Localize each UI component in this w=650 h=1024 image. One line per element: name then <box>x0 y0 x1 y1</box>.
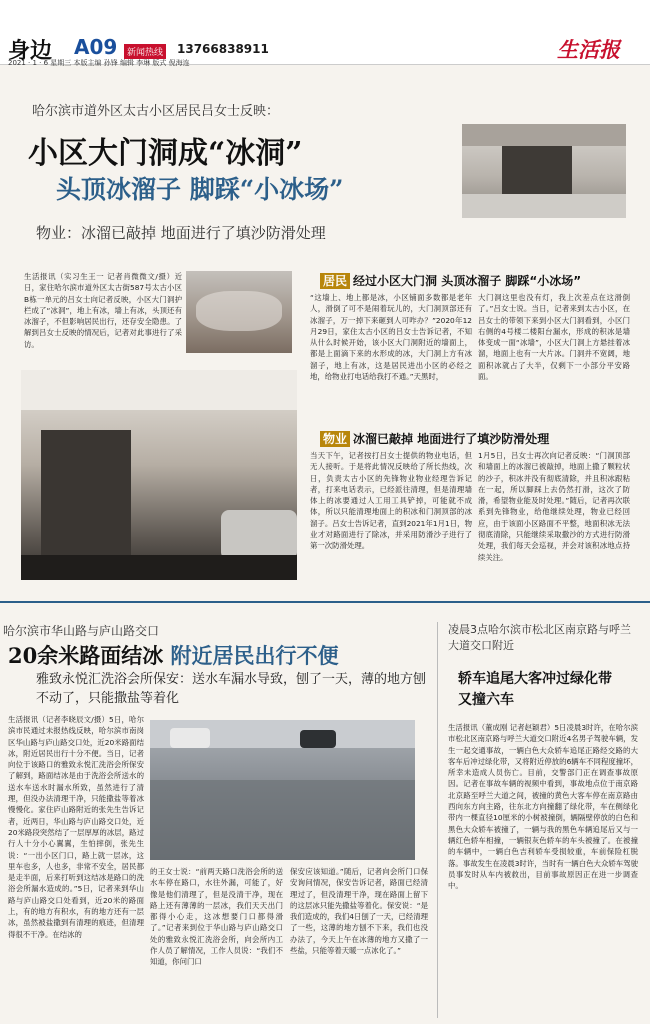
hotline-number: 13766838911 <box>177 42 269 56</box>
story3-kicker: 凌晨3点哈尔滨市松北区南京路与呼兰大道交口附近 <box>448 623 631 652</box>
story3-headline: 轿车追尾大客冲过绿化带又撞六车 <box>458 671 612 708</box>
masthead <box>0 0 650 65</box>
story1-deck: 物业：冰溜已敲掉 地面进行了填沙防滑处理 <box>36 224 326 242</box>
story1-subhead-residents: 居民 经过小区大门洞 头顶冰溜子 脚踩“小冰场” <box>320 272 581 289</box>
issue-line: 2021 · 1 · 6 星期三 本版主编 孙锋 编辑 李琳 版式 倪海连 <box>8 59 190 67</box>
story1-sub2-col2: 1月5日，吕女士再次向记者反映：“门洞顶部和墙面上的冰溜已被敲掉，地面上撒了颗粒状的沙子，积冰并没有彻底清除，并且积冰跟粘在一起，所以脚踩上去仍然打滑，这次了防滑，希望物业能及时处理。”随后，记者再次联系到先锋物业，给他继续处理，物业已经回应，由于该面小区路面不平整，地面积冰无法彻底清除，只能继续采取撒沙的方式进行防滑处理，我们每天会巡视，并会对该积冰地点持续关注。 <box>478 451 630 562</box>
photo-frozen-road <box>150 720 415 860</box>
page-code: A09 <box>74 35 118 59</box>
story1-sub1-col2: 大门洞这里也没有灯，我上次差点在这滑倒了。”吕女士说。当日，记者来到太古小区，在吕女士的带领下来到小区大门洞看到，小区门右侧的4号楼二楼阳台漏水，形成的积冰是墙体变成一面“冰墙”，小区大门洞上方悬挂着冰溜，地面上也有一大片冰。门洞并不宽阔，地面积冰就占了大半，仅剩下一小部分平安路面。 <box>478 293 630 382</box>
story1-subheadline: 头顶冰溜子 脚踩“小冰场” <box>56 175 344 204</box>
paper-logo: 生活报 <box>557 37 620 62</box>
story2-col1: 生活报讯（记者李晓辰文/摄）5日，哈尔滨市民通过未报热线反映，哈尔滨市南岗区华山路与庐山路交口处，近20米路面结冰，附近居民出行十分不便。当日，记者向位于该路口的雅致永悦汇洗浴会所保安了解到，路面结冰是由于洗浴会所送水的送水车送水时漏水所致，虽然进行了清理，但没办法清理干净，只能撒盐等着冰慢慢化。家住庐山路附近的张先生告诉记者，近两日，华山路与庐山路交口处，近20米路段突然结了一层厚厚的冰层，路过行人十分小心翼翼，生怕摔倒，张先生说：“一出小区门口，路上就一层冰，这里车也多，人也多，非常不安全，居民都是走半面，后来打听到这结冰是路口的洗浴会所漏水造成的。”5日，记者来到华山路与庐山路交口处看到，近20米的路面上，有的地方有积水，有的地方还有一层冰，虽然被盐撒到有清理的痕迹，但清理得很不干净。在结冰的 <box>8 715 144 939</box>
story1-kicker: 哈尔滨市道外区太古小区居民吕女士反映： <box>32 104 280 119</box>
photo-ice-closeup <box>186 271 292 353</box>
section-name: 身边 <box>8 38 53 64</box>
story3-body: 生活报讯（董成刚 记者赵颖君）5日凌晨3时许，在哈尔滨市松北区南京路与呼兰大道交口附近4名男子驾驶车辆，发生一起交通事故，一辆白色大众轿车追尾正路经交路的大客车后冲过绿化带，又将附近停放的6辆车不同程度撞坏，所幸未造成人员伤亡。目前，交警部门正在调查事故原因。记者在事故车辆的视频中看到，事故地点位于南京路北京路至呼兰大道之间，被撞的黄色大客车停在南京路由西向东方向主路，往东北方向撞翻了绿化带，车在侧绿化带内一棵直径10厘米的小树被撞倒，辆隔壁停放的白色和黑色大众轿车被撞了，一辆与我的黑色车辆追尾后又与一辆红色轿车相撞，一辆银灰色轿车的车头被撞了。在被撞的车辆中，一辆白色吉利轿车受损较重，车前保险杠脱落。事故发生在凌晨3时许，当时有一辆白色大众轿车驾驶员事发时从车内被救出，目前事故原因正在进一步调查中。 <box>448 723 638 891</box>
section-divider <box>0 601 650 603</box>
story1-headline: 小区大门洞成“冰洞” <box>28 136 303 171</box>
story2-deck: 雅致永悦汇洗浴会所保安：送水车漏水导致，刨了一天，薄的地方刨不动了，只能撒盐等着化 <box>36 672 427 706</box>
story2-headline: 20余米路面结冰 附近居民出行不便 <box>8 643 339 668</box>
story1-lead: 生活报讯（实习生王一 记者肖微微文/摄）近日，家住哈尔滨市道外区太古街587号太古小区B栋一单元的吕女士向记者反映，小区大门洞护栏成了“冰洞”，地上有冰，墙上有冰，头顶还有冰溜子，不但影响居民出行，还存安全隐患。了解到吕女士反映的情况后，记者对此事进行了采访。 <box>24 272 182 349</box>
story1-sub1-col1: “这墙上、地上都是冰，小区铺面多数都是老年人，滑倒了可不是闹着玩儿的，大门洞顶部还有冰溜子，万一掉下来砸到人可咋办？”2020年12月29日，家住太古小区的吕女士告诉记者，不知从什么时候开始，该小区大门洞附近的墙面上，都是上面滴下来的水形成的冰，大门洞上方有冰溜子，地上有冰，这是居民进出小区的必经之地，给物业打电话给我打不通。”天黑时， <box>310 293 472 382</box>
story2-kicker: 哈尔滨市华山路与庐山路交口 <box>3 624 160 638</box>
story2-col2: 的王女士说：“前两天路口洗浴会所的送水车停在路口，水往外漏，可能了，好像是他们清理了，但是没清干净，现在路上还有薄薄的一层冰，我们天天出门都得小心走，这冰想要门口都得滑了。”记者来到位于华山路与庐山路交口处的雅致永悦汇洗浴会所，向会所内工作人员了解情况，工作人员说：“我们不知道，你问门口 <box>150 867 283 967</box>
photo-frozen-gate-top <box>462 124 626 218</box>
story1-subhead-property: 物业 冰溜已敲掉 地面进行了填沙防滑处理 <box>320 430 549 447</box>
hotline-label: 新闻热线 <box>124 44 166 59</box>
story2-col3: 保安应该知道。”随后，记者向会所门口保安询问情况，保安告诉记者，路面已经清理过了，但没清理干净，现在路面上留下的这层冰只能先撒盐等着化。保安说：“是我们造成的，我们4日刨了一天，已经清理了一些，这薄的地方刨不下来，我们也没办法了，今天上午在冰薄的地方又撒了一些盐，只能等着天暖一点冰化了。” <box>290 867 428 956</box>
column-divider <box>437 622 438 1018</box>
photo-ice-gateway <box>21 370 297 580</box>
story1-sub2-col1: 当天下午，记者按打吕女士提供的物业电话，但无人接听。于是将此情况反映给了所长热线，次日，负责太古小区的先锋物业物业经理告诉记者，打来电话表示，已经派往清理，但是清理墙体上的冰要通过人工用工具铲掉，可能就不成体，所以只能清理地面上的积冰和门洞顶部的冰溜子。吕女士告诉记者，直到2021年1月1日，物业才对路面进行了除冰，并采用防滑沙子进行了第一次防滑处理。 <box>310 451 472 551</box>
